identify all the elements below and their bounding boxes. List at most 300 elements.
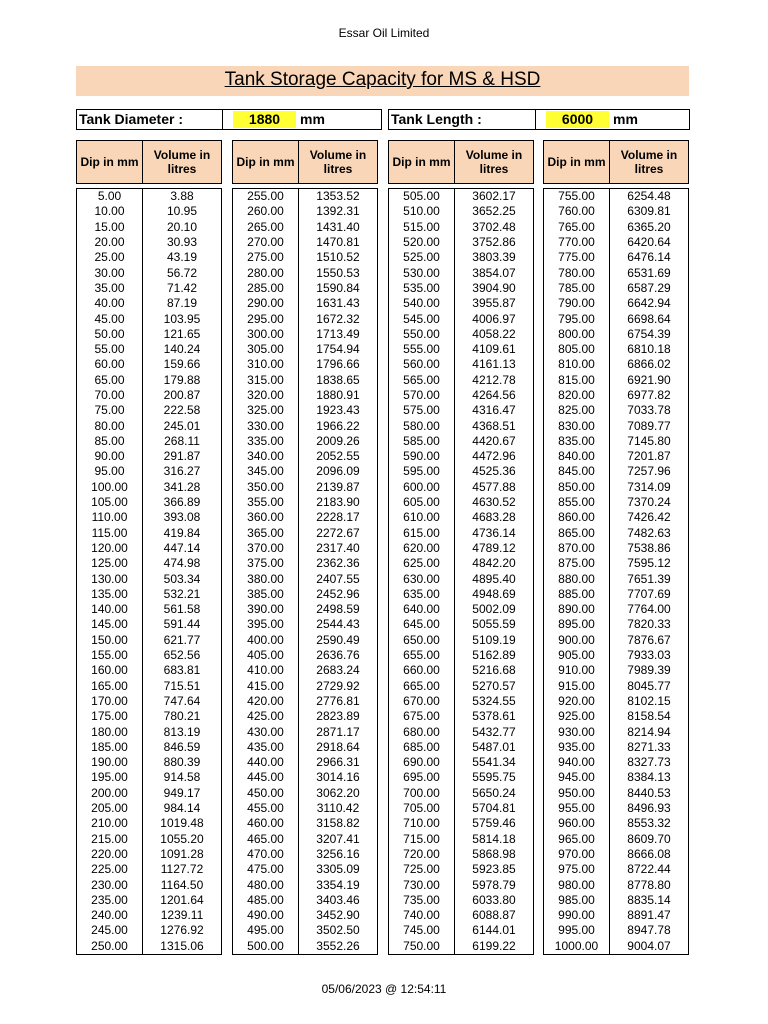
volume-cell: 10.95 (143, 204, 222, 219)
volume-cell: 561.58 (143, 602, 222, 617)
dip-cell: 70.00 (77, 388, 143, 403)
volume-cell: 2636.76 (299, 648, 378, 663)
table-row (233, 373, 378, 388)
table-row (77, 373, 222, 388)
volume-cell: 4420.67 (455, 434, 534, 449)
tank-diameter-unit: mm (300, 111, 325, 127)
volume-cell: 2362.36 (299, 556, 378, 571)
table-row (389, 388, 534, 403)
table-row (77, 281, 222, 296)
dip-cell: 940.00 (544, 755, 610, 770)
dip-cell: 670.00 (389, 694, 455, 709)
volume-cell: 4006.97 (455, 311, 534, 326)
dip-cell: 875.00 (544, 556, 610, 571)
volume-cell: 6754.39 (610, 327, 689, 342)
dip-cell: 480.00 (233, 877, 299, 892)
table-row (544, 770, 689, 785)
volume-cell: 268.11 (143, 434, 222, 449)
table-row (389, 342, 534, 357)
dip-cell: 620.00 (389, 541, 455, 556)
table-row (544, 663, 689, 678)
dip-cell: 415.00 (233, 679, 299, 694)
dip-cell: 765.00 (544, 220, 610, 235)
table-row (77, 877, 222, 892)
dip-cell: 705.00 (389, 801, 455, 816)
dip-cell: 255.00 (233, 189, 299, 205)
capacity-table-4 (543, 188, 689, 955)
volume-cell: 949.17 (143, 786, 222, 801)
table-row (77, 510, 222, 525)
volume-cell: 20.10 (143, 220, 222, 235)
dip-cell: 250.00 (77, 939, 143, 955)
dip-cell: 495.00 (233, 923, 299, 938)
volume-cell: 1239.11 (143, 908, 222, 923)
table-row (544, 204, 689, 219)
dip-cell: 365.00 (233, 526, 299, 541)
volume-cell: 652.56 (143, 648, 222, 663)
dip-cell: 160.00 (77, 663, 143, 678)
volume-cell: 245.01 (143, 418, 222, 433)
table-row (544, 877, 689, 892)
dip-cell: 660.00 (389, 663, 455, 678)
table-row (233, 541, 378, 556)
dip-cell: 465.00 (233, 831, 299, 846)
volume-cell: 5162.89 (455, 648, 534, 663)
volume-cell: 140.24 (143, 342, 222, 357)
table-row (77, 526, 222, 541)
table-row (77, 357, 222, 372)
volume-cell: 3552.26 (299, 939, 378, 955)
tank-diameter-value[interactable]: 1880 (233, 111, 296, 128)
dip-cell: 290.00 (233, 296, 299, 311)
table-row (77, 939, 222, 955)
dip-cell: 355.00 (233, 495, 299, 510)
table-row (77, 388, 222, 403)
dip-cell: 865.00 (544, 526, 610, 541)
dip-cell: 140.00 (77, 602, 143, 617)
dip-cell: 690.00 (389, 755, 455, 770)
table-row (233, 449, 378, 464)
volume-cell: 7764.00 (610, 602, 689, 617)
table-row (77, 434, 222, 449)
volume-cell: 4264.56 (455, 388, 534, 403)
volume-cell: 3354.19 (299, 877, 378, 892)
volume-cell: 683.81 (143, 663, 222, 678)
volume-cell: 8045.77 (610, 679, 689, 694)
dip-cell: 815.00 (544, 373, 610, 388)
volume-cell: 8835.14 (610, 893, 689, 908)
dip-cell: 30.00 (77, 265, 143, 280)
dip-cell: 605.00 (389, 495, 455, 510)
dip-cell: 445.00 (233, 770, 299, 785)
dip-cell: 335.00 (233, 434, 299, 449)
table-row (544, 373, 689, 388)
volume-cell: 316.27 (143, 464, 222, 479)
table-row (389, 679, 534, 694)
volume-cell: 5650.24 (455, 786, 534, 801)
volume-cell: 419.84 (143, 526, 222, 541)
dip-cell: 800.00 (544, 327, 610, 342)
table-row (77, 862, 222, 877)
dip-cell: 970.00 (544, 847, 610, 862)
table-row (389, 755, 534, 770)
tank-length-value[interactable]: 6000 (546, 111, 609, 128)
volume-cell: 3110.42 (299, 801, 378, 816)
volume-cell: 2183.90 (299, 495, 378, 510)
table-row (544, 571, 689, 586)
dip-cell: 455.00 (233, 801, 299, 816)
table-row (544, 235, 689, 250)
volume-cell: 4212.78 (455, 373, 534, 388)
dip-cell: 190.00 (77, 755, 143, 770)
dip-cell: 650.00 (389, 633, 455, 648)
table-row (77, 663, 222, 678)
table-row (544, 281, 689, 296)
table-row (77, 449, 222, 464)
volume-cell: 4161.13 (455, 357, 534, 372)
volume-cell: 2823.89 (299, 709, 378, 724)
table-row (389, 204, 534, 219)
volume-cell: 813.19 (143, 724, 222, 739)
volume-cell: 6033.80 (455, 893, 534, 908)
dip-cell: 790.00 (544, 296, 610, 311)
table-row (77, 464, 222, 479)
volume-cell: 447.14 (143, 541, 222, 556)
table-row (233, 204, 378, 219)
table-row (233, 220, 378, 235)
table-row (233, 816, 378, 831)
table-row (389, 847, 534, 862)
volume-cell: 1880.91 (299, 388, 378, 403)
table-row (77, 893, 222, 908)
volume-cell: 341.28 (143, 480, 222, 495)
timestamp: 05/06/2023 @ 12:54:11 (321, 982, 447, 996)
volume-cell: 3207.41 (299, 831, 378, 846)
volume-cell: 2228.17 (299, 510, 378, 525)
dip-cell: 490.00 (233, 908, 299, 923)
volume-cell: 1550.53 (299, 265, 378, 280)
table-row (544, 495, 689, 510)
volume-cell: 2590.49 (299, 633, 378, 648)
dip-cell: 295.00 (233, 311, 299, 326)
dip-header: Dip in mm (233, 141, 299, 183)
table-row (544, 617, 689, 632)
dip-cell: 215.00 (77, 831, 143, 846)
table-row (233, 939, 378, 955)
volume-cell: 87.19 (143, 296, 222, 311)
table-row (77, 418, 222, 433)
column-header-4 (543, 140, 689, 184)
volume-cell: 5324.55 (455, 694, 534, 709)
table-row (544, 464, 689, 479)
volume-cell: 3702.48 (455, 220, 534, 235)
volume-cell: 4948.69 (455, 587, 534, 602)
table-row (77, 220, 222, 235)
dip-cell: 350.00 (233, 480, 299, 495)
dip-cell: 285.00 (233, 281, 299, 296)
volume-cell: 2272.67 (299, 526, 378, 541)
dip-cell: 5.00 (77, 189, 143, 205)
table-row (544, 327, 689, 342)
table-row (77, 602, 222, 617)
table-row (233, 342, 378, 357)
dip-cell: 745.00 (389, 923, 455, 938)
dip-cell: 950.00 (544, 786, 610, 801)
dip-cell: 825.00 (544, 403, 610, 418)
dip-cell: 770.00 (544, 235, 610, 250)
table-row (233, 893, 378, 908)
dip-cell: 695.00 (389, 770, 455, 785)
volume-cell: 4736.14 (455, 526, 534, 541)
dip-cell: 880.00 (544, 571, 610, 586)
table-row (77, 204, 222, 219)
table-row (233, 740, 378, 755)
dip-cell: 945.00 (544, 770, 610, 785)
volume-cell: 366.89 (143, 495, 222, 510)
volume-cell: 591.44 (143, 617, 222, 632)
dip-cell: 150.00 (77, 633, 143, 648)
dip-cell: 345.00 (233, 464, 299, 479)
company-name: Essar Oil Limited (338, 26, 430, 40)
dip-cell: 40.00 (77, 296, 143, 311)
volume-cell: 8158.54 (610, 709, 689, 724)
dip-cell: 200.00 (77, 786, 143, 801)
volume-cell: 7482.63 (610, 526, 689, 541)
table-row (389, 694, 534, 709)
table-row (544, 556, 689, 571)
table-row (77, 709, 222, 724)
volume-cell: 30.93 (143, 235, 222, 250)
volume-cell: 5270.57 (455, 679, 534, 694)
dip-cell: 930.00 (544, 724, 610, 739)
volume-cell: 6698.64 (610, 311, 689, 326)
table-row (77, 786, 222, 801)
table-row (233, 724, 378, 739)
volume-cell: 4683.28 (455, 510, 534, 525)
volume-cell: 4316.47 (455, 403, 534, 418)
table-row (77, 770, 222, 785)
volume-cell: 291.87 (143, 449, 222, 464)
dip-cell: 860.00 (544, 510, 610, 525)
dip-cell: 715.00 (389, 831, 455, 846)
volume-cell: 5432.77 (455, 724, 534, 739)
table-row (233, 250, 378, 265)
volume-cell: 2729.92 (299, 679, 378, 694)
dip-cell: 300.00 (233, 327, 299, 342)
volume-cell: 3062.20 (299, 786, 378, 801)
table-row (544, 602, 689, 617)
table-row (77, 617, 222, 632)
table-row (389, 602, 534, 617)
table-row (544, 265, 689, 280)
table-row (233, 327, 378, 342)
dip-cell: 435.00 (233, 740, 299, 755)
table-row (544, 816, 689, 831)
table-row (389, 311, 534, 326)
table-row (544, 633, 689, 648)
table-row (233, 480, 378, 495)
table-row (77, 480, 222, 495)
volume-cell: 7426.42 (610, 510, 689, 525)
dip-cell: 960.00 (544, 816, 610, 831)
dip-cell: 835.00 (544, 434, 610, 449)
table-row (233, 311, 378, 326)
volume-cell: 3502.50 (299, 923, 378, 938)
tank-length-label: Tank Length : (389, 110, 536, 129)
dip-cell: 115.00 (77, 526, 143, 541)
volume-cell: 1392.31 (299, 204, 378, 219)
table-row (233, 296, 378, 311)
table-row (389, 709, 534, 724)
volume-cell: 1470.81 (299, 235, 378, 250)
dip-cell: 60.00 (77, 357, 143, 372)
dip-cell: 370.00 (233, 541, 299, 556)
volume-cell: 6088.87 (455, 908, 534, 923)
volume-cell: 5595.75 (455, 770, 534, 785)
dip-cell: 755.00 (544, 189, 610, 205)
volume-cell: 846.59 (143, 740, 222, 755)
volume-cell: 6420.64 (610, 235, 689, 250)
dip-cell: 125.00 (77, 556, 143, 571)
volume-cell: 8553.32 (610, 816, 689, 831)
dip-cell: 855.00 (544, 495, 610, 510)
dip-cell: 375.00 (233, 556, 299, 571)
volume-cell: 7651.39 (610, 571, 689, 586)
dip-cell: 315.00 (233, 373, 299, 388)
dip-cell: 665.00 (389, 679, 455, 694)
table-row (233, 923, 378, 938)
volume-cell: 3955.87 (455, 296, 534, 311)
dip-cell: 25.00 (77, 250, 143, 265)
volume-cell: 222.58 (143, 403, 222, 418)
volume-cell: 56.72 (143, 265, 222, 280)
volume-cell: 8440.53 (610, 786, 689, 801)
dip-header: Dip in mm (77, 141, 143, 183)
capacity-table-2 (232, 188, 378, 955)
dip-cell: 890.00 (544, 602, 610, 617)
table-row (389, 556, 534, 571)
dip-cell: 510.00 (389, 204, 455, 219)
volume-cell: 7933.03 (610, 648, 689, 663)
volume-cell: 159.66 (143, 357, 222, 372)
table-row (389, 403, 534, 418)
volume-cell: 3403.46 (299, 893, 378, 908)
dip-cell: 725.00 (389, 862, 455, 877)
dip-cell: 405.00 (233, 648, 299, 663)
volume-cell: 474.98 (143, 556, 222, 571)
dip-cell: 195.00 (77, 770, 143, 785)
table-row (544, 403, 689, 418)
dip-cell: 525.00 (389, 250, 455, 265)
dip-cell: 130.00 (77, 571, 143, 586)
dip-cell: 760.00 (544, 204, 610, 219)
table-row (233, 633, 378, 648)
table-row (544, 679, 689, 694)
volume-cell: 6531.69 (610, 265, 689, 280)
volume-cell: 747.64 (143, 694, 222, 709)
page-title: Tank Storage Capacity for MS & HSD (224, 69, 541, 90)
dip-cell: 35.00 (77, 281, 143, 296)
table-row (233, 801, 378, 816)
volume-cell: 2871.17 (299, 724, 378, 739)
dip-cell: 570.00 (389, 388, 455, 403)
volume-cell: 621.77 (143, 633, 222, 648)
dip-cell: 450.00 (233, 786, 299, 801)
table-row (544, 724, 689, 739)
table-row (233, 403, 378, 418)
volume-cell: 1966.22 (299, 418, 378, 433)
dip-cell: 165.00 (77, 679, 143, 694)
volume-cell: 4109.61 (455, 342, 534, 357)
volume-cell: 2498.59 (299, 602, 378, 617)
volume-cell: 1276.92 (143, 923, 222, 938)
table-row (77, 587, 222, 602)
table-row (544, 526, 689, 541)
volume-cell: 2052.55 (299, 449, 378, 464)
table-row (233, 281, 378, 296)
dip-cell: 595.00 (389, 464, 455, 479)
table-row (77, 816, 222, 831)
table-row (389, 464, 534, 479)
dip-cell: 385.00 (233, 587, 299, 602)
dip-cell: 795.00 (544, 311, 610, 326)
table-row (77, 831, 222, 846)
dip-cell: 675.00 (389, 709, 455, 724)
volume-cell: 4525.36 (455, 464, 534, 479)
table-row (544, 189, 689, 205)
table-row (544, 908, 689, 923)
table-row (544, 786, 689, 801)
volume-cell: 1315.06 (143, 939, 222, 955)
volume-cell: 4058.22 (455, 327, 534, 342)
dip-cell: 975.00 (544, 862, 610, 877)
table-row (77, 311, 222, 326)
volume-cell: 6977.82 (610, 388, 689, 403)
volume-cell: 1055.20 (143, 831, 222, 846)
tank-length-unit: mm (613, 111, 638, 127)
volume-cell: 6642.94 (610, 296, 689, 311)
volume-cell: 8891.47 (610, 908, 689, 923)
volume-cell: 6866.02 (610, 357, 689, 372)
volume-cell: 7314.09 (610, 480, 689, 495)
dip-cell: 610.00 (389, 510, 455, 525)
table-row (544, 311, 689, 326)
volume-cell: 9004.07 (610, 939, 689, 955)
table-row (233, 709, 378, 724)
volume-cell: 5487.01 (455, 740, 534, 755)
table-row (77, 342, 222, 357)
volume-cell: 5923.85 (455, 862, 534, 877)
dip-cell: 260.00 (233, 204, 299, 219)
volume-cell: 6476.14 (610, 250, 689, 265)
volume-cell: 43.19 (143, 250, 222, 265)
volume-cell: 3602.17 (455, 189, 534, 205)
dip-cell: 720.00 (389, 847, 455, 862)
dip-cell: 775.00 (544, 250, 610, 265)
volume-cell: 2544.43 (299, 617, 378, 632)
table-row (544, 480, 689, 495)
dip-header: Dip in mm (544, 141, 610, 183)
dip-cell: 590.00 (389, 449, 455, 464)
volume-cell: 7538.86 (610, 541, 689, 556)
volume-cell: 4842.20 (455, 556, 534, 571)
dip-cell: 655.00 (389, 648, 455, 663)
volume-cell: 4630.52 (455, 495, 534, 510)
table-row (77, 250, 222, 265)
table-row (389, 480, 534, 495)
volume-cell: 6921.90 (610, 373, 689, 388)
table-row (389, 877, 534, 892)
